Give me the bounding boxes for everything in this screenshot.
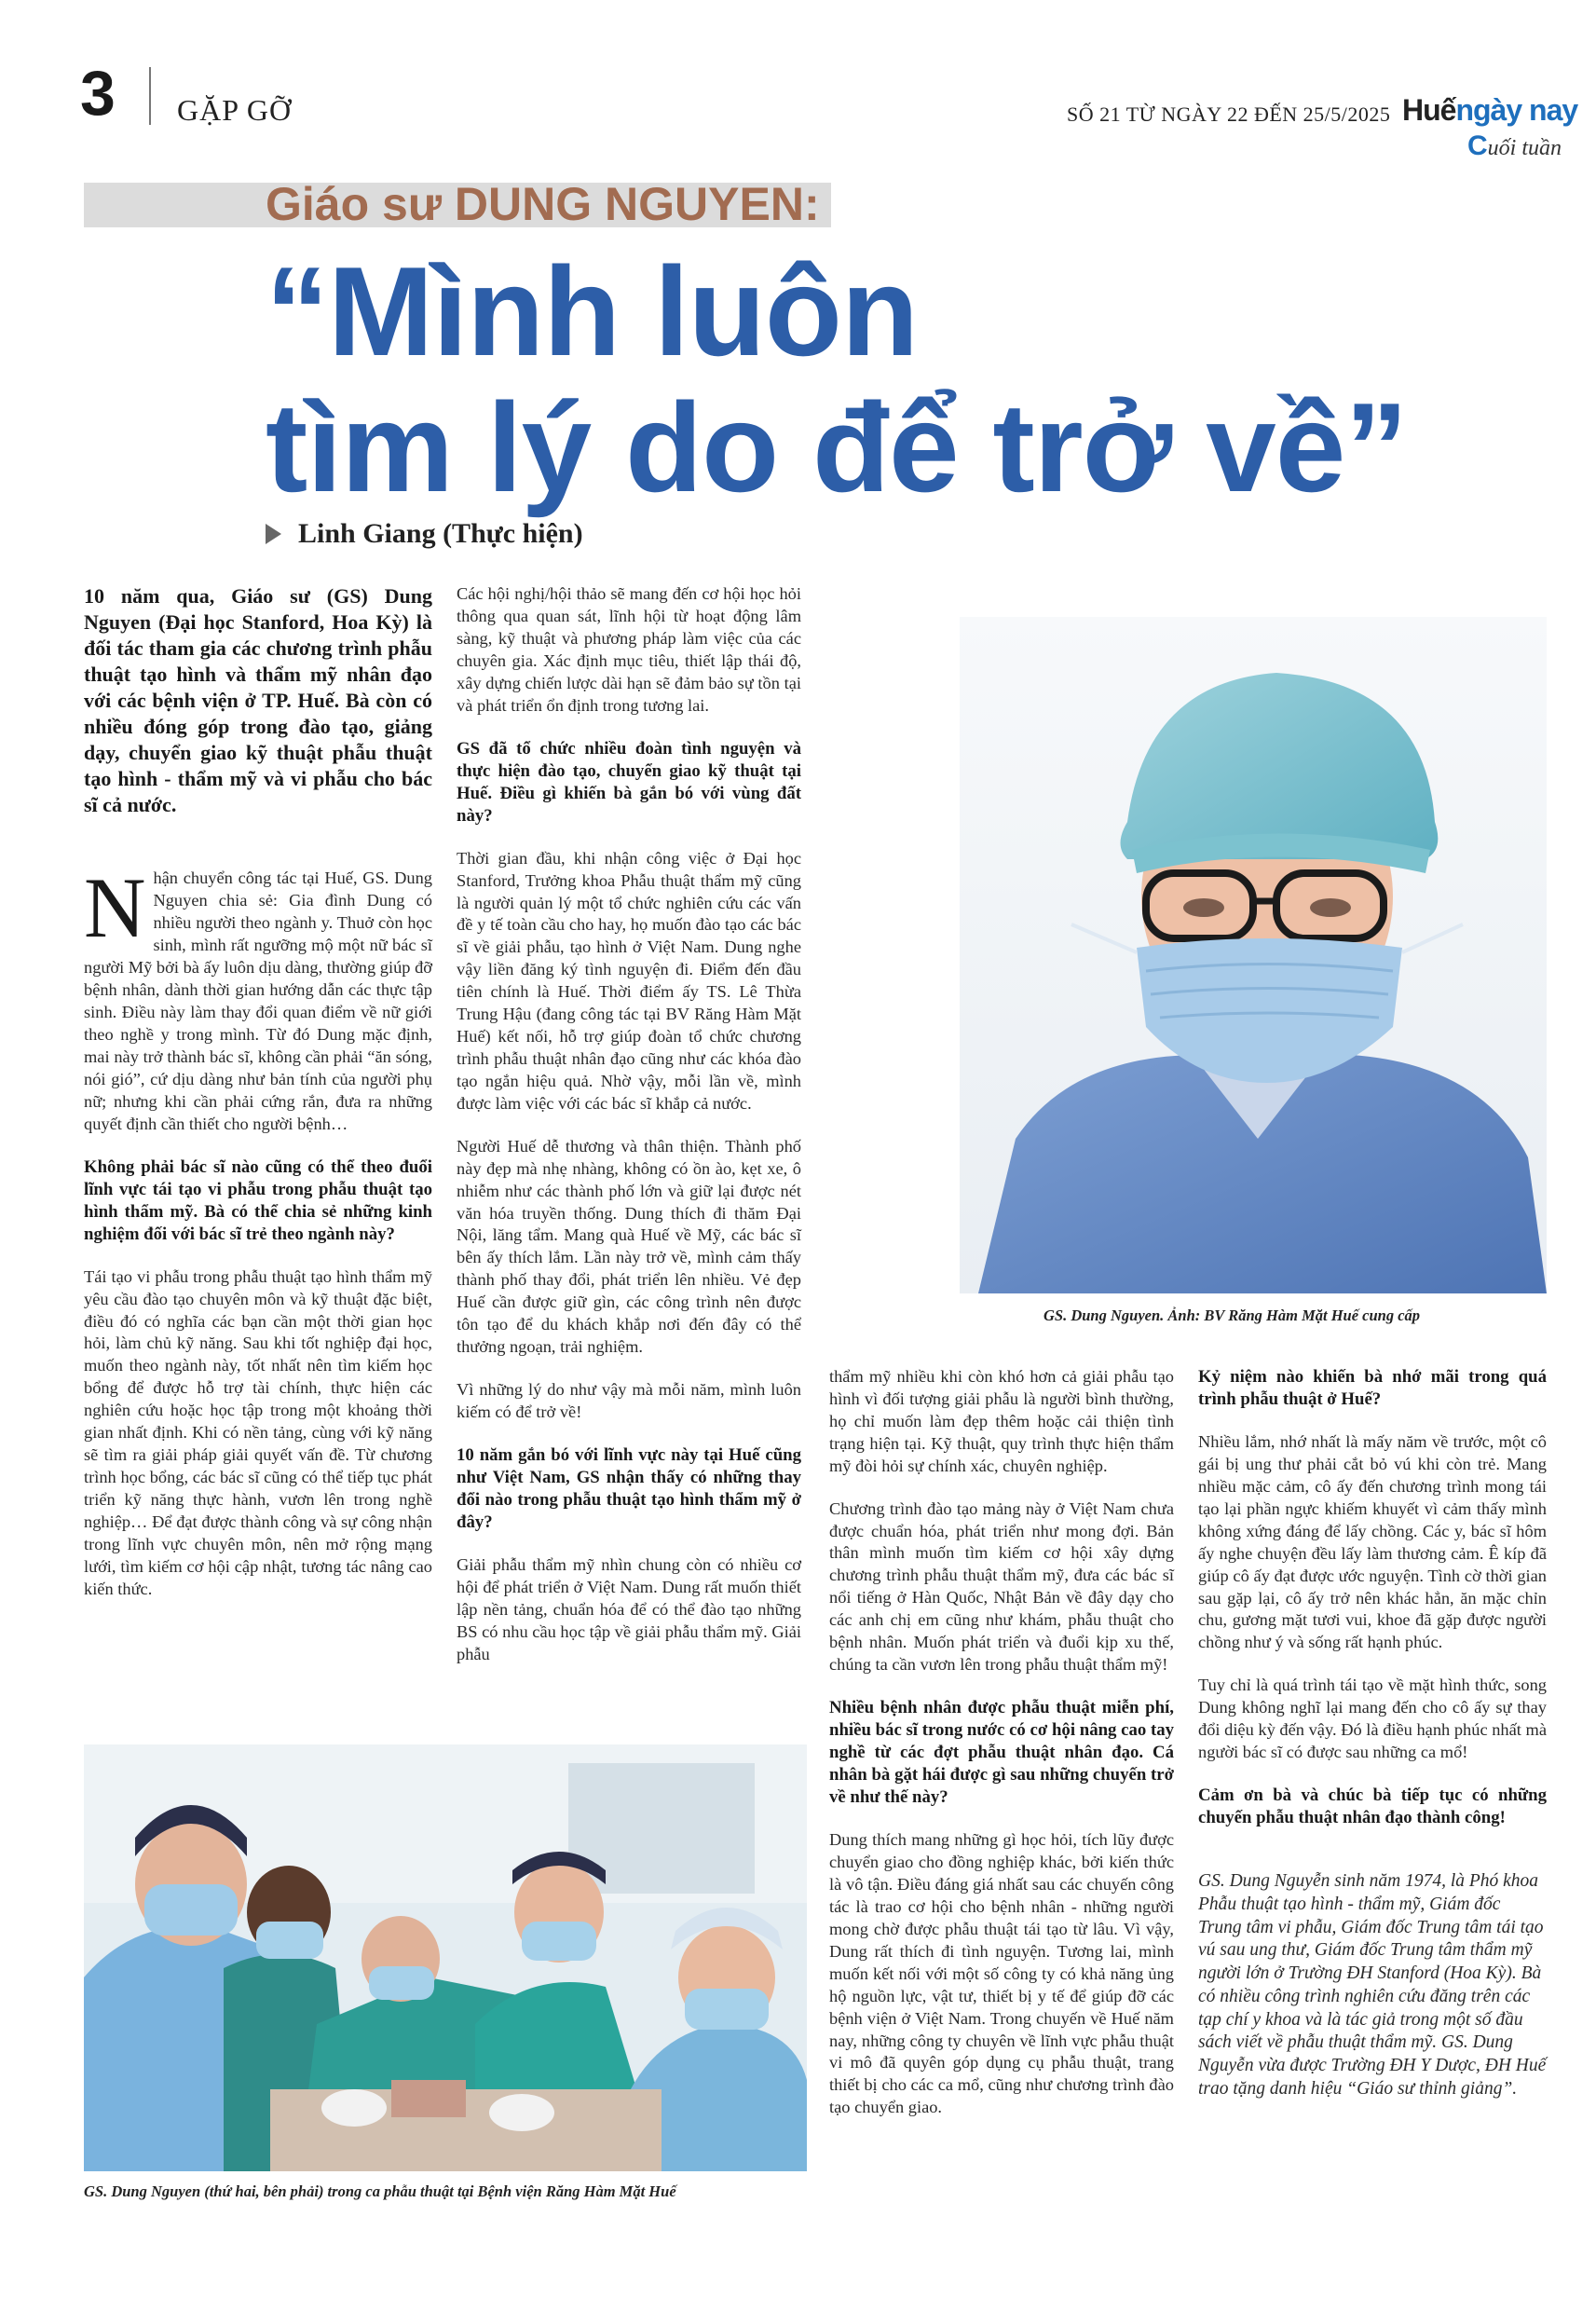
question: Kỷ niệm nào khiến bà nhớ mãi trong quá trình phẫu thuật ở Huế?: [1198, 1367, 1547, 1410]
column-1: [84, 583, 432, 1621]
header-divider: [149, 67, 151, 125]
body-text: hận chuyển công tác tại Huế, GS. Dung Nguyen chia sẻ: Gia đình Dung có nhiều người theo ngành y. Thuở còn học sinh, mình rất ngưỡng mộ một nữ bác sĩ người Mỹ bởi bà ấy luôn dịu dàng, thường giúp đỡ bệnh nhân, dành thời gian hướng dẫn các thực tập sinh. Điều này làm thay đổi quan điểm về nữ giới theo nghề y trong mình. Từ đó Dung mặc định, mai này trở thành bác sĩ, không cần phải “ăn sóng, nói gió”, cứ dịu dàng như bản tính của người phụ nữ; nhưng khi cần phải cứng rắn, đưa ra những quyết định cần thiết cho người bệnh…: [84, 869, 433, 1133]
headline: [266, 240, 1408, 518]
page-number: 3: [80, 58, 116, 129]
column-3: [829, 1366, 1174, 2140]
play-triangle-icon: [266, 524, 281, 544]
brand-part1: Huế: [1402, 93, 1456, 127]
question: Không phải bác sĩ nào cũng có thể theo đuổi lĩnh vực tái tạo vi phẫu trong phẫu thuật tạo hình thẩm mỹ. Bà có thể chia sẻ những kinh nghiệm đối với bác sĩ trẻ theo ngành này?: [84, 1156, 432, 1244]
headline-line-1: “Mình luôn: [266, 240, 919, 382]
body-paragraph: Thời gian đầu, khi nhận công việc ở Đại học Stanford, Trưởng khoa Phẫu thuật thẩm mỹ cũng là người quản lý một tổ chức nghiên cứu các vấn đề y tế toàn cầu cho hay, họ muốn đào tạo các bác sĩ về giải phẫu, tạo hình ở Việt Nam. Dung nghe vậy liền đăng ký tình nguyện đi. Điểm đến đầu tiên chính là Huế. Thời điểm ấy TS. Lê Thừa Trung Hậu (đang công tác tại BV Răng Hàm Mặt Huế) kết nối, hỗ trợ giúp đoàn tổ chức chương trình phẫu thuật nhân đạo cũng như các khóa đào tạo ngắn hiệu quả. Nhờ vậy, mỗi lần về, mình được làm việc với các bác sĩ khắp cả nước.: [457, 848, 801, 1113]
portrait-caption: GS. Dung Nguyen. Ảnh: BV Răng Hàm Mặt Huế cung cấp: [1044, 1306, 1421, 1324]
question: Nhiều bệnh nhân được phẫu thuật miễn phí, nhiều bác sĩ trong nước có cơ hội nâng cao tay nghề từ các đợt phẫu thuật nhân đạo. Cá nhân bà gặt hái được gì sau những chuyến trở về như thế này?: [829, 1697, 1174, 1808]
brand-sub-logo: [1467, 130, 1562, 162]
surgery-caption: GS. Dung Nguyen (thứ hai, bên phải) trong ca phẫu thuật tại Bệnh viện Răng Hàm Mặt Huế: [84, 2182, 676, 2200]
body-paragraph: Vì những lý do như vậy mà mỗi năm, mình luôn kiếm có để trở về!: [457, 1380, 801, 1421]
body-paragraph: Tái tạo vi phẫu trong phẫu thuật tạo hình thẩm mỹ yêu cầu đào tạo chuyên môn và kỹ thuật đặc biệt, điều đó có nghĩa các bạn cần một thời gian học hỏi, làm chủ kỹ năng. Sau khi tốt nghiệp đại học, muốn theo ngành này, tốt nhất nên tìm kiếm học bổng để được hỗ trợ tài chính, thực hiện các nghiên cứu hoặc học tập trong một khoảng thời gian nhất định. Khi có nền tảng, cùng với kỹ năng sẽ tìm ra giải pháp giải quyết vấn đề. Từ chương trình học bổng, các bác sĩ cũng có thể tiếp tục phát triển kỹ năng thực hành, vươn lên trong nghề nghiệp… Để đạt được thành công và sự công nhận trong lĩnh vực chuyên môn, nên mở rộng mạng lưới, tìm kiếm cơ hội cập nhật, tương tác nâng cao kiến thức.: [84, 1266, 432, 1598]
column-4: [1198, 1366, 1547, 2122]
brand-part2: ngày nay: [1455, 93, 1578, 127]
body-paragraph: Chương trình đào tạo mảng này ở Việt Nam chưa được chuẩn hóa, phát triển như mong đợi. Bản thân mình muốn tìm kiếm cơ hội xây dựng chương trình phẫu thuật thẩm mỹ, đưa các bác sĩ nổi tiếng ở Hàn Quốc, Nhật Bản về đây dạy cho các anh chị em cũng như khám, phẫu thuật cho bệnh nhân. Muốn phát triển và đuổi kịp xu thế, chúng ta cần vươn lên trong phẫu thuật thẩm mỹ!: [829, 1498, 1174, 1675]
body-paragraph: thẩm mỹ nhiều khi còn khó hơn cả giải phẫu tạo hình vì đối tượng giải phẫu là người bình thường, họ chỉ muốn làm đẹp thêm hoặc cải thiện tình trạng hiện tại. Kỹ thuật, quy trình thực hiện thẩm mỹ đòi hỏi sự chính xác, chuyên nghiệp.: [829, 1367, 1174, 1475]
body-paragraph: Người Huế dễ thương và thân thiện. Thành phố này đẹp mà nhẹ nhàng, không có ồn ào, kẹt xe, ô nhiễm như các thành phố lớn và giữ lại được nét văn hóa truyền thống. Dung thích đi thăm Đại Nội, lăng tẩm. Mang quà Huế về Mỹ, các bác sĩ bên ấy thích lắm. Lần này trở về, mình cảm thấy thành phố thay đổi, phát triển lên nhiều. Vẻ đẹp Huế cần được giữ gìn, các công trình nên được tôn tạo để du khách khắp nơi đến đây có thể thưởng ngoạn, trải nghiệm.: [457, 1136, 801, 1357]
headline-line-2: tìm lý do để trở về”: [266, 376, 1408, 518]
brand-sub-rest: uối tuần: [1487, 136, 1562, 160]
surgery-photo: [84, 1744, 807, 2171]
kicker: Giáo sư DUNG NGUYEN:: [266, 178, 820, 230]
body-paragraph: Các hội nghị/hội thảo sẽ mang đến cơ hội học hỏi thông qua quan sát, lĩnh hội từ hoạt động lâm sàng, kỹ thuật và phương pháp làm việc của các chuyên gia. Xác định mục tiêu, thiết lập thái độ, xây dựng chiến lược dài hạn sẽ đảm bảo sự tồn tại và phát triển ổn định trong tương lai.: [457, 584, 801, 715]
section-title: GẶP GỠ: [177, 93, 293, 127]
brand-logo: [1402, 93, 1577, 128]
byline-text: Linh Giang (Thực hiện): [298, 518, 583, 549]
body-paragraph: [84, 860, 433, 1135]
portrait-illustration: [960, 617, 1547, 1293]
body-paragraph: Tuy chỉ là quá trình tái tạo về mặt hình thức, song Dung không nghĩ lại mang đến cho cô ấy sự thay đổi diệu kỳ đến vậy. Đó là điều hạnh phúc nhất mà người bác sĩ có được sau những ca mổ!: [1198, 1676, 1547, 1762]
column-2: [457, 583, 801, 1687]
body-paragraph: Nhiều lắm, nhớ nhất là mấy năm về trước, một cô gái bị ung thư phải cắt bỏ vú khi còn trẻ. Mang nhiều mặc cảm, cô ấy đến chương trình mong tái tạo lại phần ngực khiếm khuyết vì cảm thấy mình không xứng đáng để lấy chồng. Các y, bác sĩ hôm ấy nghe chuyện đều lấy làm thương cảm. Ê kíp đã giúp cô ấy đạt được ước nguyện. Tình cờ thời gian sau gặp lại, cô ấy trở nên khác hẳn, ăn mặc chỉn chu, gương mặt tươi vui, khoe đã gặp được người chồng như ý và sống rất hạnh phúc.: [1198, 1432, 1547, 1652]
question: 10 năm gắn bó với lĩnh vực này tại Huế cũng như Việt Nam, GS nhận thấy có những thay đổi nào trong phẫu thuật tạo hình thẩm mỹ ở đây?: [457, 1444, 801, 1532]
portrait-photo: [960, 617, 1547, 1293]
byline: [266, 518, 583, 550]
lead-paragraph: 10 năm qua, Giáo sư (GS) Dung Nguyen (Đại học Stanford, Hoa Kỳ) là đối tác tham gia các chương trình phẫu thuật tạo hình và thẩm mỹ nhân đạo với các bệnh viện ở TP. Huế. Bà còn có nhiều đóng góp trong đào tạo, giảng dạy, chuyển giao kỹ thuật phẫu thuật tạo hình - thẩm mỹ và vi phẫu cho bác sĩ cả nước.: [84, 584, 432, 816]
author-bio: GS. Dung Nguyễn sinh năm 1974, là Phó khoa Phẫu thuật tạo hình - thẩm mỹ, Giám đốc Trung tâm vi phẫu, Giám đốc Trung tâm tái tạo vú sau ung thư, Giám đốc Trung tâm thẩm mỹ người lớn ở Trường ĐH Stanford (Hoa Kỳ). Bà có nhiều công trình nghiên cứu đăng trên các tạp chí y khoa và là tác giả trong một số đầu sách viết về phẫu thuật thẩm mỹ. GS. Dung Nguyễn vừa được Trường ĐH Y Dược, ĐH Huế trao tặng danh hiệu “Giáo sư thỉnh giảng”.: [1198, 1871, 1547, 2099]
issue-info: SỐ 21 TỪ NGÀY 22 ĐẾN 25/5/2025: [1067, 103, 1391, 126]
brand-sub-letter: C: [1467, 130, 1488, 161]
drop-cap: N: [84, 860, 146, 956]
question: GS đã tổ chức nhiều đoàn tình nguyện và thực hiện đào tạo, chuyển giao kỹ thuật tại Huế. Điều gì khiến bà gắn bó với vùng đất này?: [457, 738, 801, 826]
body-paragraph: Giải phẫu thẩm mỹ nhìn chung còn có nhiều cơ hội để phát triển ở Việt Nam. Dung rất muốn thiết lập nền tảng, chuẩn hóa để có thể đào tạo những BS có nhu cầu học tập về giải phẫu thẩm mỹ. Giải phẫu: [457, 1555, 801, 1663]
body-paragraph: Dung thích mang những gì học hỏi, tích lũy được chuyển giao cho đồng nghiệp khác, bởi kiến thức là vô tận. Điều đáng giá nhất sau các chuyến công tác là trao cơ hội cho bệnh nhân - những người mong chờ được phẫu thuật tái tạo từ lâu. Vì vậy, Dung rất thích đi tình nguyện. Tương lai, mình muốn kết nối với một số công ty có khả năng ủng hộ nguồn lực, vật tư, thiết bị y tế để giúp đỡ các bệnh viện ở Việt Nam. Trong chuyến về Huế năm nay, những công ty chuyên về lĩnh vực phẫu thuật vi mô đã quyên góp dụng cụ phẫu thuật, trang thiết bị cho các ca mổ, cũng như chương trình đào tạo chuyển giao.: [829, 1830, 1174, 2117]
question: Cảm ơn bà và chúc bà tiếp tục có những chuyến phẫu thuật nhân đạo thành công!: [1198, 1785, 1547, 1828]
surgery-illustration: [84, 1744, 807, 2171]
